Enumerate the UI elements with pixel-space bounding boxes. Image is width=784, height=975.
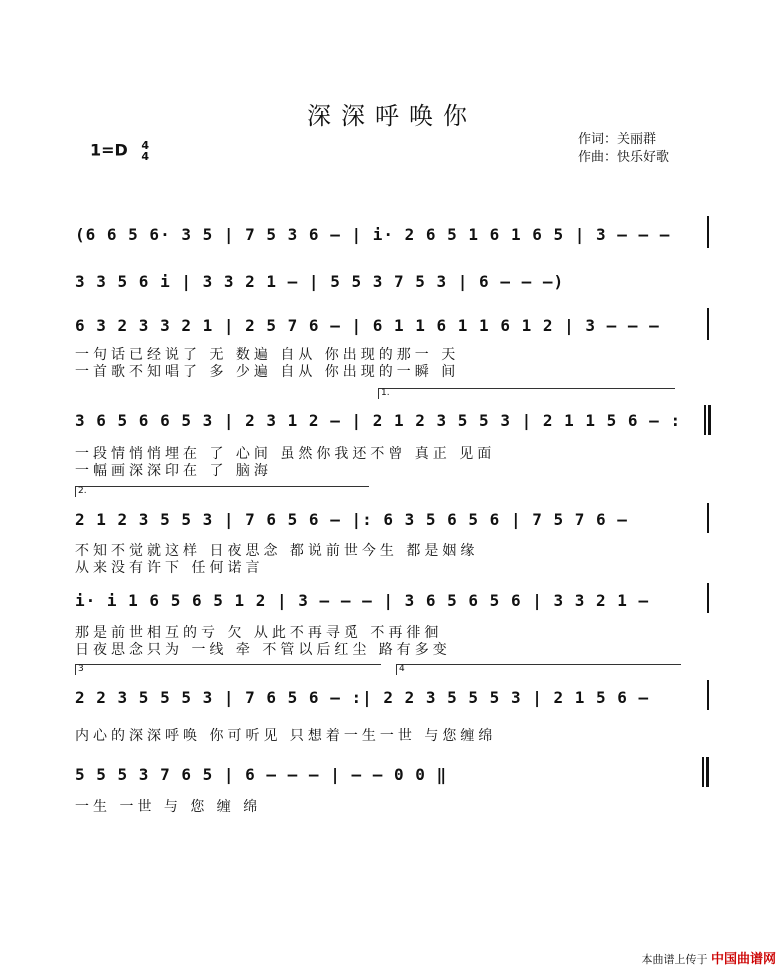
barline — [707, 680, 709, 710]
lyric-row-7a: 内心的深深呼唤 你可听见 只想着一生一世 与您缠绵 — [75, 728, 497, 744]
lyric-row-5b: 从来没有许下 任何诺言 — [75, 560, 264, 576]
repeat-barline — [704, 405, 706, 435]
volta-bracket-3: 3 — [75, 664, 381, 675]
lyric-row-4a: 一段情悄悄埋在 了 心间 虽然你我还不曾 真正 见面 — [75, 446, 496, 462]
source-footer: 本曲谱上传于 中国曲谱网 — [641, 952, 776, 967]
barline — [707, 308, 709, 340]
volta-bracket-1: 1. — [378, 388, 675, 399]
lyric-row-3a: 一句话已经说了 无 数遍 自从 你出现的那一 天 — [75, 347, 460, 363]
notation-row-7: 2 2 3 5 5 5 3 | 7 6 5 6 – :| 2 2 3 5 5 5 3 | 2 1 5 6 – — [75, 688, 650, 707]
site-logo[interactable]: 中国曲谱网 — [710, 952, 776, 967]
final-barline — [706, 757, 709, 787]
notation-row-4: 3 6 5 6 6 5 3 | 2 3 1 2 – | 2 1 2 3 5 5 3 | 2 1 1 5 6 – : — [75, 411, 682, 430]
lyric-row-6a: 那是前世相互的亏 欠 从此不再寻觅 不再徘徊 — [75, 625, 443, 641]
song-title: 深深呼唤你 — [307, 102, 477, 130]
notation-row-5: 2 1 2 3 5 5 3 | 7 6 5 6 – |: 6 3 5 6 5 6 | 7 5 7 6 – — [75, 510, 628, 529]
notation-row-3: 6 3 2 3 3 2 1 | 2 5 7 6 – | 6 1 1 6 1 1 6 1 2 | 3 – – – — [75, 316, 660, 335]
lyric-row-4b: 一幅画深深印在 了 脑海 — [75, 463, 272, 479]
notation-row-1: (6 6 5 6· 3 5 | 7 5 3 6 – | i· 2 6 5 1 6 1 6 5 | 3 – – – — [75, 225, 671, 244]
lyric-row-3b: 一首歌不知唱了 多 少遍 自从 你出现的一瞬 间 — [75, 364, 460, 380]
lyric-row-5a: 不知不觉就这样 日夜思念 都说前世今生 都是姻缘 — [75, 543, 479, 559]
composer-credit: 作曲：快乐好歌 — [578, 150, 670, 165]
key-signature: 1=D 4 4 — [90, 139, 150, 163]
barline — [707, 503, 709, 533]
volta-bracket-2: 2. — [75, 486, 369, 497]
notation-row-8: 5 5 5 3 7 6 5 | 6 – – – | – – 0 0 ‖ — [75, 765, 448, 784]
notation-row-6: i· i 1 6 5 6 5 1 2 | 3 – – – | 3 6 5 6 5 6 | 3 3 2 1 – — [75, 591, 650, 610]
volta-bracket-4: 4 — [396, 664, 681, 675]
lyric-row-6b: 日夜思念只为 一线 牵 不管以后红尘 路有多变 — [75, 642, 451, 658]
final-barline — [702, 757, 704, 787]
lyricist-credit: 作词：关丽群 — [578, 132, 657, 147]
barline — [707, 583, 709, 613]
barline — [707, 216, 709, 248]
notation-row-2: 3 3 5 6 i | 3 3 2 1 – | 5 5 3 7 5 3 | 6 – – –) — [75, 272, 565, 291]
repeat-barline — [708, 405, 711, 435]
time-signature: 4 4 — [141, 139, 150, 163]
lyric-row-8a: 一生 一世 与 您 缠 绵 — [75, 799, 262, 815]
